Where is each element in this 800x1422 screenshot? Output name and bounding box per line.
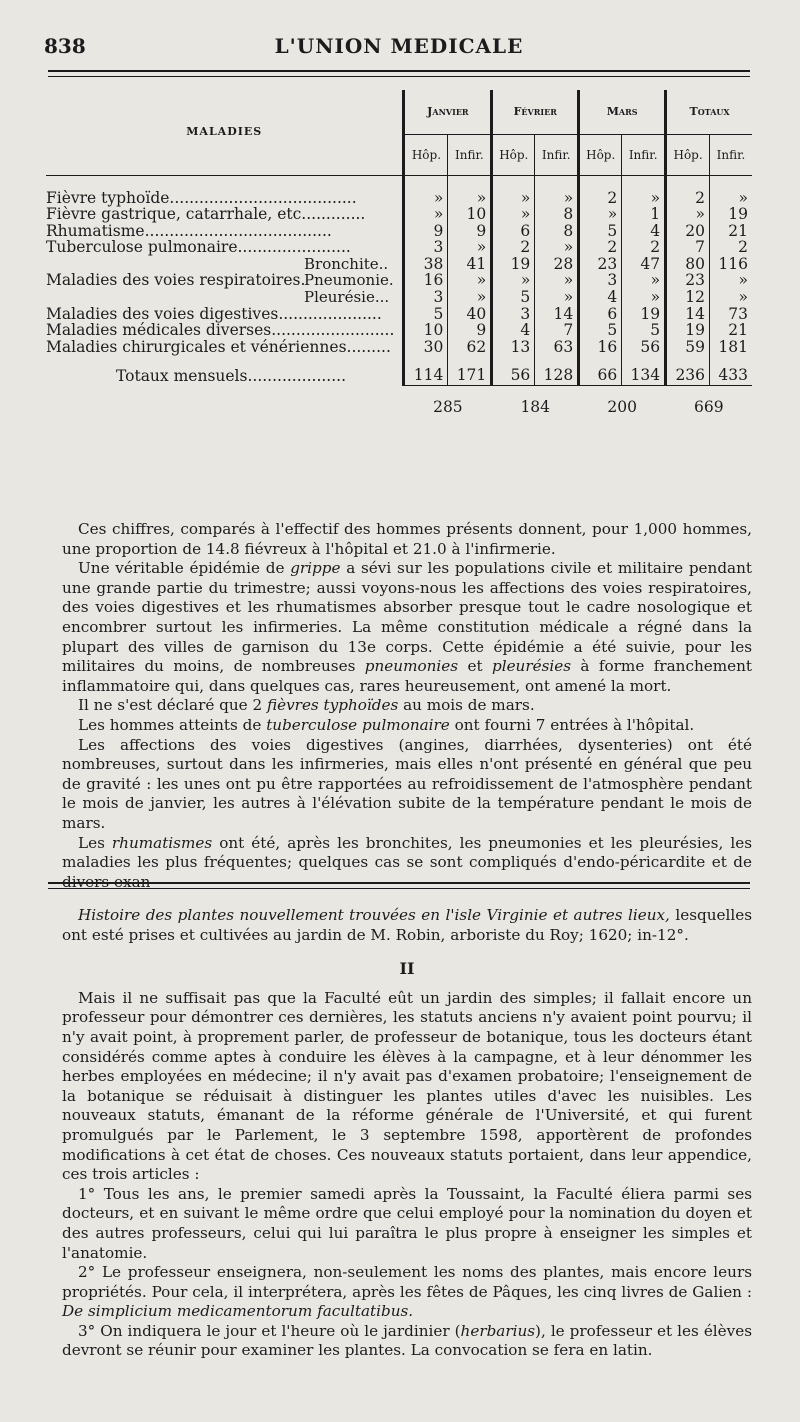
- value-cell: 2: [622, 239, 666, 256]
- value-cell: »: [666, 206, 710, 223]
- value-cell: 41: [448, 256, 492, 273]
- value-cell: 116: [710, 256, 752, 273]
- subheader-hop: Hôp.: [404, 135, 448, 176]
- value-cell: »: [710, 190, 752, 207]
- value-cell: 40: [448, 306, 492, 323]
- value-cell: 2: [579, 190, 622, 207]
- value-cell: »: [448, 190, 492, 207]
- value-cell: »: [579, 206, 622, 223]
- value-cell: 23: [666, 272, 710, 289]
- feuilleton-rule-thin: [48, 888, 750, 889]
- value-cell: 12: [666, 289, 710, 306]
- value-cell: 2: [579, 239, 622, 256]
- paragraph: Les affections des voies digestives (angines, diarrhées, dysenteries) ont été nombreuses, surtout dans les infirmeries, mais elles n'ont présenté en général que peu de gravité : les unes ont pu être rapportées au refroidissement de l'atmosphère pendant le mois de janvier, les autres à l'élévation subite de la température pendant le mois de mars.: [62, 735, 752, 832]
- disease-label: Maladies médicales diverses.........................: [46, 321, 395, 340]
- value-cell: 21: [710, 223, 752, 240]
- total-cell: 433: [710, 355, 752, 386]
- value-cell: 21: [710, 322, 752, 339]
- subheader-infir: Infir.: [622, 135, 666, 176]
- value-cell: 63: [535, 339, 579, 356]
- subheader-infir: Infir.: [535, 135, 579, 176]
- diseases-heading: MALADIES: [46, 90, 404, 176]
- value-cell: 6: [579, 306, 622, 323]
- total-cell: 134: [622, 355, 666, 386]
- value-cell: 3: [579, 272, 622, 289]
- table-row: [46, 256, 752, 273]
- value-cell: »: [535, 190, 579, 207]
- value-cell: 8: [535, 223, 579, 240]
- value-cell: 19: [666, 322, 710, 339]
- value-cell: 30: [404, 339, 448, 356]
- month-header-mars: Mars: [579, 90, 666, 135]
- value-cell: 19: [710, 206, 752, 223]
- table-row: [46, 190, 752, 207]
- disease-sublabel: Pneumonie.: [304, 271, 394, 290]
- grand-total-all: 669: [666, 386, 752, 419]
- value-cell: »: [622, 289, 666, 306]
- value-cell: »: [492, 272, 535, 289]
- value-cell: »: [535, 272, 579, 289]
- subheader-hop: Hôp.: [579, 135, 622, 176]
- paragraph: 3° On indiquera le jour et l'heure où le jardinier (herbarius), le professeur et les élèves devront se réunir pour examiner les plantes. La convocation se fera en latin.: [62, 1321, 753, 1360]
- value-cell: 7: [535, 322, 579, 339]
- subheader-hop: Hôp.: [492, 135, 535, 176]
- disease-label: Maladies des voies respiratoires.Pneumonie.: [46, 271, 394, 290]
- value-cell: 47: [622, 256, 666, 273]
- value-cell: 28: [535, 256, 579, 273]
- feuilleton-text: [62, 906, 752, 1361]
- total-cell: 114: [404, 355, 448, 386]
- value-cell: 19: [492, 256, 535, 273]
- header-rule-thin: [48, 76, 750, 77]
- total-cell: 66: [579, 355, 622, 386]
- value-cell: 10: [448, 206, 492, 223]
- total-cell: 56: [492, 355, 535, 386]
- disease-label: Tuberculose pulmonaire.......................: [46, 238, 351, 257]
- table-row: [46, 322, 752, 339]
- value-cell: 7: [666, 239, 710, 256]
- value-cell: 4: [579, 289, 622, 306]
- paragraph: 2° Le professeur enseignera, non-seulement les noms des plantes, mais encore leurs propriétés. Pour cela, il interprétera, après les fêtes de Pâques, les cinq livres de Galien : De simplicium medicamentorum facultatibus.: [62, 1263, 752, 1321]
- morbidity-table: [46, 90, 752, 418]
- disease-label: Maladies des voies digestives.....................: [46, 304, 382, 323]
- total-cell: 236: [666, 355, 710, 386]
- value-cell: 62: [448, 339, 492, 356]
- value-cell: »: [448, 289, 492, 306]
- table-row: [46, 339, 752, 356]
- paragraph: Ces chiffres, comparés à l'effectif des hommes présents donnent, pour 1,000 hommes, une proportion de 14.8 fiévreux à l'hôpital et 21.0 à l'infirmerie.: [62, 520, 752, 558]
- value-cell: 80: [666, 256, 710, 273]
- disease-label: Fièvre gastrique, catarrhale, etc.............: [46, 205, 366, 224]
- table-row: [46, 306, 752, 323]
- value-cell: 6: [492, 223, 535, 240]
- value-cell: »: [535, 239, 579, 256]
- value-cell: »: [710, 289, 752, 306]
- month-header-totaux: Totaux: [666, 90, 752, 135]
- table-row: [46, 223, 752, 240]
- total-cell: 128: [535, 355, 579, 386]
- value-cell: 13: [492, 339, 535, 356]
- value-cell: 73: [710, 306, 752, 323]
- value-cell: 2: [666, 190, 710, 207]
- report-text: [62, 520, 752, 892]
- value-cell: 19: [622, 306, 666, 323]
- feuilleton-rule: [48, 882, 750, 884]
- value-cell: 5: [579, 322, 622, 339]
- disease-label: Rhumatisme......................................: [46, 221, 332, 240]
- disease-label: [46, 289, 404, 306]
- value-cell: 5: [492, 289, 535, 306]
- value-cell: 59: [666, 339, 710, 356]
- header-rule: [48, 70, 750, 72]
- totals-label: Totaux mensuels....................: [116, 366, 347, 385]
- value-cell: 9: [448, 322, 492, 339]
- disease-sublabel: Bronchite..: [304, 254, 389, 273]
- paragraph: Il ne s'est déclaré que 2 fièvres typhoïdes au mois de mars.: [78, 696, 535, 715]
- value-cell: 2: [710, 239, 752, 256]
- value-cell: 4: [622, 223, 666, 240]
- value-cell: »: [710, 272, 752, 289]
- value-cell: »: [535, 289, 579, 306]
- value-cell: 16: [579, 339, 622, 356]
- section-numeral: II: [399, 959, 415, 979]
- value-cell: 1: [622, 206, 666, 223]
- value-cell: 16: [404, 272, 448, 289]
- paragraph: Les hommes atteints de tuberculose pulmonaire ont fourni 7 entrées à l'hôpital.: [78, 715, 695, 734]
- value-cell: 10: [404, 322, 448, 339]
- value-cell: »: [492, 190, 535, 207]
- grand-total-mars: 200: [579, 386, 666, 419]
- value-cell: »: [448, 239, 492, 256]
- table-row: [46, 272, 752, 289]
- value-cell: »: [448, 272, 492, 289]
- subheader-hop: Hôp.: [666, 135, 710, 176]
- paragraph: 1° Tous les ans, le premier samedi après la Toussaint, la Faculté éliera parmi ses docteurs, et en suivant le même ordre que celui employé pour la nomination du doyen et des autres professeurs, celui qui lui paraîtra le plus propre à enseigner les simples et l'anatomie.: [62, 1184, 752, 1262]
- value-cell: 3: [404, 239, 448, 256]
- value-cell: »: [622, 190, 666, 207]
- value-cell: 181: [710, 339, 752, 356]
- value-cell: 4: [492, 322, 535, 339]
- disease-label: Fièvre typhoïde......................................: [46, 188, 357, 207]
- disease-label: [46, 256, 404, 273]
- table-row: [46, 239, 752, 256]
- paragraph: Mais il ne suffisait pas que la Faculté eût un jardin des simples; il fallait encore un professeur pour démontrer ces dernières, les statuts anciens n'y avaient point pourvu; il n'y avait point, à proprement parler, de professeur de botanique, tous les docteurs étant considérés comme aptes à conduire les élèves à la campagne, et à leur dénommer les herbes employées en médecine; il n'y avait pas d'examen probatoire; l'enseignement de la botanique se réduisait à distinguer les plantes utiles d'avec les nuisibles. Les nouveaux statuts, émanant de la réforme générale de l'Université, et qui furent promulgués par le Parlement, le 3 septembre 1598, apportèrent de profondes modifications à cet état de choses. Ces nouveaux statuts portaient, dans leur appendice, ces trois articles :: [62, 988, 752, 1184]
- value-cell: 5: [404, 306, 448, 323]
- value-cell: 14: [666, 306, 710, 323]
- value-cell: 8: [535, 206, 579, 223]
- value-cell: 14: [535, 306, 579, 323]
- page-header: [44, 34, 754, 64]
- paragraph: Une véritable épidémie de grippe a sévi sur les populations civile et militaire pendant une grande partie du trimestre; aussi voyons-nous les affections des voies respiratoires, des voies digestives et les rhumatismes absorber presque tout le cadre nosologique et encombrer surtout les infirmeries. La même constitution médicale a régné dans la plupart des villes de garnison du 13e corps. Cette épidémie a été suivie, pour les militaires du moins, de nombreuses pneumonies et pleurésies à forme franchement inflammatoire qui, dans quelques cas, rares heureusement, ont amené la mort.: [62, 559, 753, 695]
- value-cell: »: [404, 190, 448, 207]
- value-cell: 3: [492, 306, 535, 323]
- table-row: [46, 289, 752, 306]
- value-cell: 5: [579, 223, 622, 240]
- value-cell: »: [404, 206, 448, 223]
- month-header-janvier: Janvier: [404, 90, 492, 135]
- subheader-infir: Infir.: [710, 135, 752, 176]
- value-cell: 9: [404, 223, 448, 240]
- total-cell: 171: [448, 355, 492, 386]
- value-cell: 23: [579, 256, 622, 273]
- table-row: [46, 206, 752, 223]
- citation: Histoire des plantes nouvellement trouvées en l'isle Virginie et autres lieux, lesquelles ont esté prises et cultivées au jardin de M. Robin, arboriste du Roy; 1620; in-12°.: [62, 906, 752, 944]
- value-cell: 56: [622, 339, 666, 356]
- paragraph: Les rhumatismes ont été, après les bronchites, les pneumonies et les pleurésies, les maladies les plus fréquentes; quelques cas se sont compliqués d'endo-péricardite et de: [62, 833, 752, 872]
- value-cell: 3: [404, 289, 448, 306]
- page-number: 838: [44, 34, 86, 58]
- value-cell: 2: [492, 239, 535, 256]
- value-cell: 38: [404, 256, 448, 273]
- subheader-infir: Infir.: [448, 135, 492, 176]
- grand-total-janvier: 285: [404, 386, 492, 419]
- value-cell: »: [622, 272, 666, 289]
- value-cell: 20: [666, 223, 710, 240]
- disease-label: Maladies chirurgicales et vénériennes.........: [46, 337, 391, 356]
- value-cell: »: [492, 206, 535, 223]
- grand-total-fevrier: 184: [492, 386, 579, 419]
- running-title: L'UNION MEDICALE: [274, 34, 524, 58]
- value-cell: 9: [448, 223, 492, 240]
- value-cell: 5: [622, 322, 666, 339]
- month-header-fevrier: Février: [492, 90, 579, 135]
- disease-sublabel: Pleurésie...: [304, 288, 390, 307]
